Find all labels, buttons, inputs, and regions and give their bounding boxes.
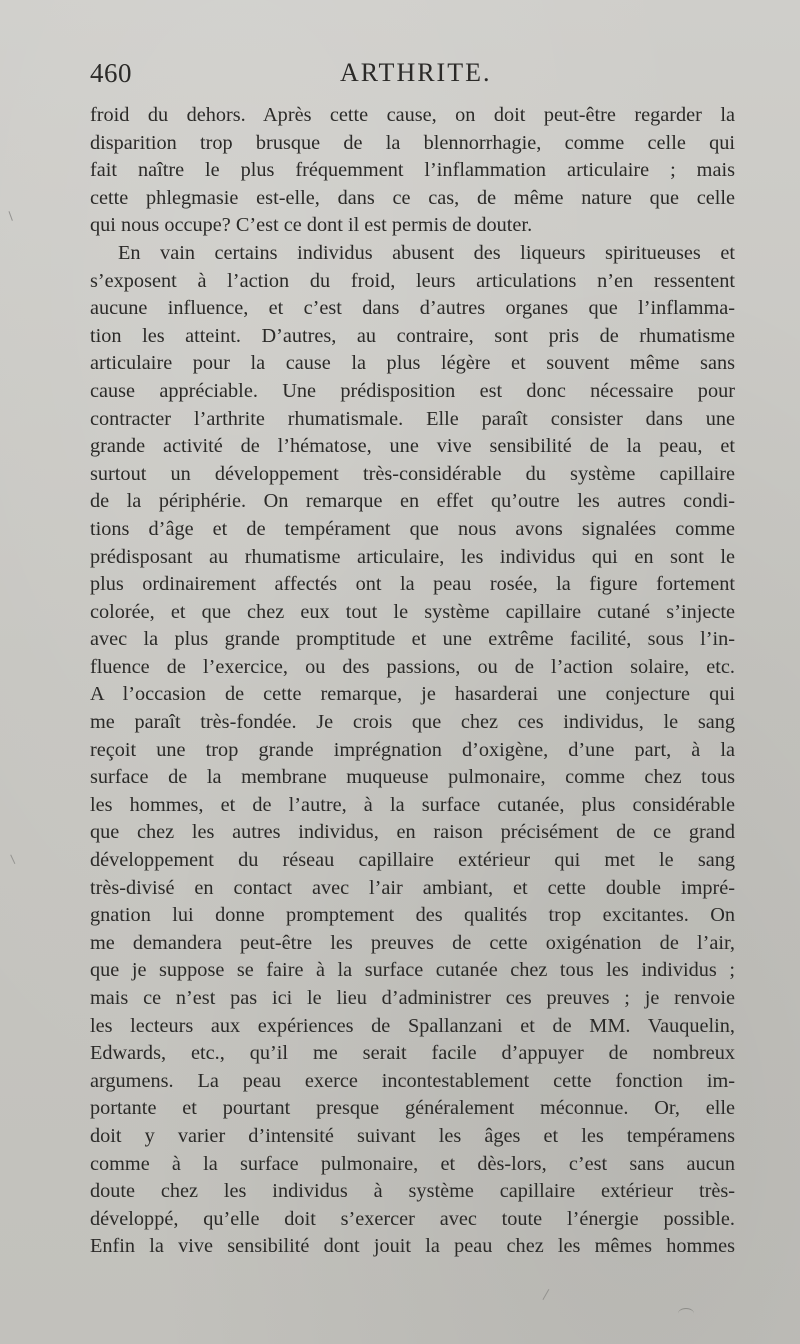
text-line: les hommes, et de l’autre, à la surface cutanée, plus considérable	[90, 793, 735, 816]
page-number: 460	[90, 58, 132, 88]
margin-speck	[9, 209, 19, 221]
text-line: A l’occasion de cette remarque, je hasarderai une conjecture qui	[90, 683, 735, 706]
text-line: reçoit une trop grande imprégnation d’oxigène, d’une part, à la	[90, 738, 735, 761]
text-line: froid du dehors. Après cette cause, on doit peut-être regarder la	[90, 104, 735, 126]
text-line: surface de la membrane muqueuse pulmonaire, comme chez tous	[90, 766, 735, 789]
text-line: colorée, et que chez eux tout le système capillaire cutané s’injecte	[90, 600, 735, 623]
text-line: développé, qu’elle doit s’exercer avec toute l’énergie possible.	[90, 1207, 735, 1230]
text-line: argumens. La peau exerce incontestablement cette fonction im-	[90, 1069, 735, 1092]
text-line: portante et pourtant presque généralement méconnue. Or, elle	[90, 1097, 735, 1120]
text-line: tion les atteint. D’autres, au contraire, sont pris de rhumatisme	[90, 324, 735, 347]
text-line: prédisposant au rhumatisme articulaire, les individus qui en sont le	[90, 545, 735, 568]
text-line: avec la plus grande promptitude et une extrême facilité, sous l’in-	[90, 628, 735, 651]
text-line: grande activité de l’hématose, une vive sensibilité de la peau, et	[90, 435, 735, 458]
text-line: articulaire pour la cause la plus légère et souvent même sans	[90, 352, 735, 375]
body-text	[90, 102, 735, 1261]
text-line: que je suppose se faire à la surface cutanée chez tous les individus ;	[90, 959, 735, 982]
margin-speck	[10, 852, 21, 864]
running-title: ARTHRITE.	[340, 58, 492, 87]
text-line: disparition trop brusque de la blennorrhagie, comme celle qui	[90, 131, 735, 154]
text-line: contracter l’arthrite rhumatismale. Elle paraît consister dans une	[90, 407, 735, 430]
text-line: fait naître le plus fréquemment l’inflammation articulaire ; mais	[90, 159, 735, 182]
text-line: tions d’âge et de tempérament que nous avons signalées comme	[90, 517, 735, 540]
text-line: que chez les autres individus, en raison précisément de ce grand	[90, 821, 735, 844]
text-line: cette phlegmasie est-elle, dans ce cas, de même nature que celle	[90, 186, 735, 209]
text-line: aucune influence, et c’est dans d’autres organes que l’inflamma-	[90, 297, 735, 320]
text-line: de la périphérie. On remarque en effet qu’outre les autres condi-	[90, 490, 735, 513]
text-line: Enfin la vive sensibilité dont jouit la peau chez les mêmes hommes	[90, 1235, 735, 1258]
text-line: me demandera peut-être les preuves de cette oxigénation de l’air,	[90, 931, 735, 954]
text-line: doute chez les individus à système capillaire extérieur très-	[90, 1180, 735, 1203]
text-line: développement du réseau capillaire extérieur qui met le sang	[90, 849, 735, 872]
text-line: Edwards, etc., qu’il me serait facile d’appuyer de nombreux	[90, 1042, 735, 1065]
text-line: comme à la surface pulmonaire, et dès-lors, c’est sans aucun	[90, 1152, 735, 1175]
text-line: très-divisé en contact avec l’air ambiant, et cette double impré-	[90, 876, 735, 899]
paragraph-end-line: qui nous occupe? C’est ce dont il est permis de douter.	[90, 214, 533, 237]
running-head	[90, 58, 735, 98]
text-line: s’exposent à l’action du froid, leurs articulations n’en ressentent	[90, 269, 735, 292]
paper-speck	[678, 1308, 694, 1319]
text-line: plus ordinairement affectés ont la peau rosée, la figure fortement	[90, 573, 735, 596]
text-line: cause appréciable. Une prédisposition est donc nécessaire pour	[90, 379, 735, 402]
paragraph-start-line: En vain certains individus abusent des liqueurs spiritueuses et	[118, 241, 735, 264]
text-line: doit y varier d’intensité suivant les âges et les tempéramens	[90, 1124, 735, 1147]
text-line: surtout un développement très-considérable du système capillaire	[90, 462, 735, 485]
text-line: les lecteurs aux expériences de Spallanzani et de MM. Vauquelin,	[90, 1014, 735, 1037]
text-line: fluence de l’exercice, ou des passions, ou de l’action solaire, etc.	[90, 655, 735, 678]
text-line: me paraît très-fondée. Je crois que chez ces individus, le sang	[90, 711, 735, 734]
text-line: mais ce n’est pas ici le lieu d’administrer ces preuves ; je renvoie	[90, 987, 735, 1009]
paper-speck	[542, 1289, 554, 1303]
text-line: gnation lui donne promptement des qualités trop excitantes. On	[90, 904, 735, 927]
